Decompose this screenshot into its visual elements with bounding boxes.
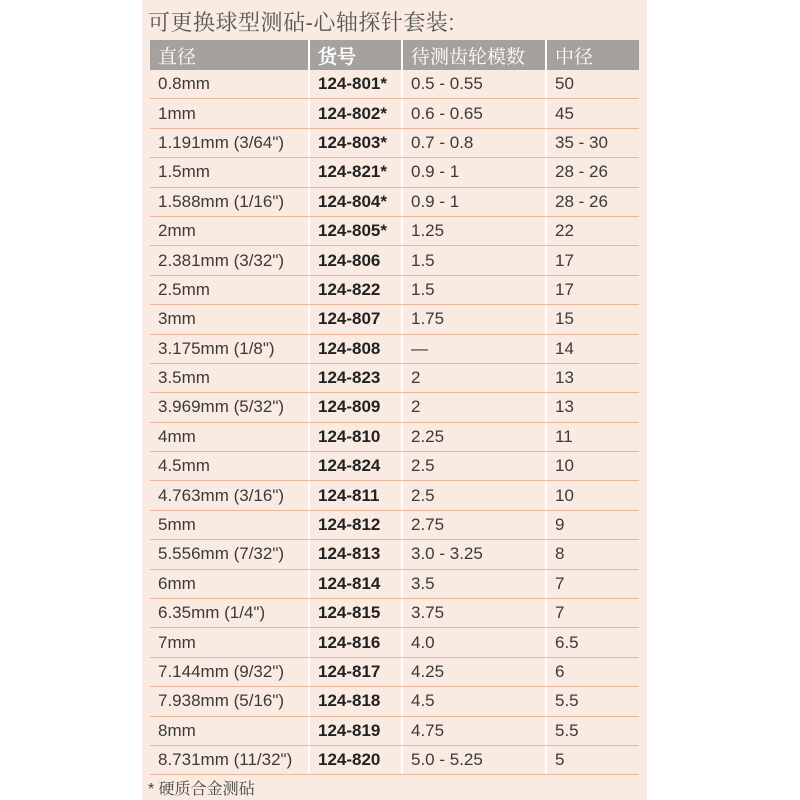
table-row (150, 276, 639, 305)
cell-diameter: 5.556mm (7/32") (150, 540, 310, 568)
cell-diameter: 2.5mm (150, 276, 310, 304)
table-row (150, 423, 639, 452)
table-header-row (150, 40, 639, 70)
cell-gear-module: 0.7 - 0.8 (403, 129, 547, 157)
cell-diameter: 1mm (150, 99, 310, 127)
cell-part-number: 124-822 (310, 276, 403, 304)
cell-part-number: 124-813 (310, 540, 403, 568)
table-row (150, 364, 639, 393)
cell-diameter: 7mm (150, 628, 310, 656)
cell-pitch-diameter: 11 (555, 426, 573, 446)
cell-part-number: 124-815 (310, 599, 403, 627)
cell-part-number: 124-809 (310, 393, 403, 421)
cell-diameter: 1.588mm (1/16") (150, 188, 310, 216)
cell-part-number: 124-819 (310, 717, 403, 745)
cell-pitch-diameter: 50 (555, 74, 574, 94)
cell-diameter: 4.763mm (3/16") (150, 481, 310, 509)
cell-gear-module: 3.5 (403, 570, 547, 598)
cell-gear-module: 0.9 - 1 (403, 188, 547, 216)
cell-part-number: 124-803* (310, 129, 403, 157)
cell-part-number: 124-807 (310, 305, 403, 333)
cell-diameter: 1.191mm (3/64") (150, 129, 310, 157)
cell-diameter: 6mm (150, 570, 310, 598)
cell-part-number: 124-816 (310, 628, 403, 656)
header-diameter: 直径 (150, 40, 310, 70)
table-row (150, 452, 639, 481)
cell-part-number: 124-802* (310, 99, 403, 127)
cell-gear-module: 1.5 (403, 246, 547, 274)
cell-gear-module: 3.75 (403, 599, 547, 627)
table-row (150, 628, 639, 657)
cell-gear-module: 5.0 - 5.25 (403, 746, 547, 774)
table-row (150, 746, 639, 775)
cell-part-number: 124-805* (310, 217, 403, 245)
cell-pitch-diameter: 13 (555, 397, 574, 417)
table-row (150, 570, 639, 599)
cell-gear-module: 2.5 (403, 452, 547, 480)
cell-part-number: 124-821* (310, 158, 403, 186)
table-row (150, 246, 639, 275)
cell-gear-module: — (403, 335, 547, 363)
cell-pitch-diameter: 9 (555, 515, 565, 535)
cell-gear-module: 1.75 (403, 305, 547, 333)
cell-diameter: 3.969mm (5/32") (150, 393, 310, 421)
footnote: * 硬质合金测砧 (148, 781, 255, 798)
cell-part-number: 124-804* (310, 188, 403, 216)
cell-diameter: 0.8mm (150, 70, 310, 98)
cell-part-number: 124-817 (310, 658, 403, 686)
cell-part-number: 124-810 (310, 423, 403, 451)
cell-diameter: 1.5mm (150, 158, 310, 186)
cell-gear-module: 0.5 - 0.55 (403, 70, 547, 98)
cell-diameter: 8.731mm (11/32") (150, 746, 310, 774)
table-row (150, 393, 639, 422)
cell-gear-module: 4.75 (403, 717, 547, 745)
cell-pitch-diameter: 10 (555, 456, 574, 476)
cell-part-number: 124-814 (310, 570, 403, 598)
table-title: 可更换球型测砧-心轴探针套装: (148, 10, 455, 35)
cell-pitch-diameter: 5 (555, 750, 565, 770)
cell-part-number: 124-818 (310, 687, 403, 715)
cell-diameter: 4mm (150, 423, 310, 451)
table-row (150, 335, 639, 364)
cell-diameter: 6.35mm (1/4") (150, 599, 310, 627)
cell-pitch-diameter: 17 (555, 250, 574, 270)
header-gear-module: 待测齿轮模数 (403, 40, 547, 70)
cell-gear-module: 2.25 (403, 423, 547, 451)
cell-part-number: 124-811 (310, 481, 403, 509)
cell-pitch-diameter: 7 (555, 603, 565, 623)
cell-gear-module: 2.75 (403, 511, 547, 539)
cell-diameter: 7.938mm (5/16") (150, 687, 310, 715)
cell-pitch-diameter: 8 (555, 544, 565, 564)
table-row (150, 99, 639, 128)
cell-diameter: 2.381mm (3/32") (150, 246, 310, 274)
cell-pitch-diameter: 15 (555, 309, 574, 329)
cell-diameter: 4.5mm (150, 452, 310, 480)
table-row (150, 658, 639, 687)
table-row (150, 717, 639, 746)
spec-table (150, 40, 639, 775)
cell-part-number: 124-806 (310, 246, 403, 274)
cell-gear-module: 2.5 (403, 481, 547, 509)
cell-pitch-diameter: 35 - 30 (555, 132, 608, 152)
table-row (150, 599, 639, 628)
table-row (150, 305, 639, 334)
table-row (150, 188, 639, 217)
cell-gear-module: 0.9 - 1 (403, 158, 547, 186)
table-row (150, 511, 639, 540)
cell-gear-module: 4.25 (403, 658, 547, 686)
cell-diameter: 2mm (150, 217, 310, 245)
table-row (150, 687, 639, 716)
cell-gear-module: 3.0 - 3.25 (403, 540, 547, 568)
cell-pitch-diameter: 6 (555, 662, 565, 681)
header-pitch-diameter: 中径 (555, 46, 594, 68)
cell-gear-module: 4.5 (403, 687, 547, 715)
cell-pitch-diameter: 10 (555, 485, 574, 505)
cell-part-number: 124-808 (310, 335, 403, 363)
table-body (150, 70, 639, 775)
cell-diameter: 5mm (150, 511, 310, 539)
cell-diameter: 7.144mm (9/32") (150, 658, 310, 686)
cell-diameter: 3.5mm (150, 364, 310, 392)
cell-pitch-diameter: 28 - 26 (555, 191, 608, 211)
cell-gear-module: 2 (403, 364, 547, 392)
cell-pitch-diameter: 17 (555, 279, 574, 299)
cell-pitch-diameter: 7 (555, 573, 565, 593)
cell-gear-module: 2 (403, 393, 547, 421)
cell-pitch-diameter: 22 (555, 221, 574, 241)
cell-gear-module: 0.6 - 0.65 (403, 99, 547, 127)
table-row (150, 540, 639, 569)
cell-gear-module: 1.5 (403, 276, 547, 304)
cell-pitch-diameter: 5.5 (555, 720, 579, 740)
cell-gear-module: 4.0 (403, 628, 547, 656)
cell-pitch-diameter: 45 (555, 103, 574, 123)
table-row (150, 70, 639, 99)
cell-pitch-diameter: 14 (555, 338, 574, 358)
cell-pitch-diameter: 28 - 26 (555, 162, 608, 182)
table-row (150, 481, 639, 510)
table-row (150, 158, 639, 187)
cell-diameter: 3.175mm (1/8") (150, 335, 310, 363)
cell-gear-module: 1.25 (403, 217, 547, 245)
cell-pitch-diameter: 5.5 (555, 691, 579, 711)
product-spec-panel (142, 0, 647, 800)
cell-part-number: 124-824 (310, 452, 403, 480)
cell-diameter: 8mm (150, 717, 310, 745)
cell-part-number: 124-801* (310, 70, 403, 98)
cell-pitch-diameter: 13 (555, 368, 574, 388)
header-part-number: 货号 (310, 40, 403, 70)
cell-part-number: 124-812 (310, 511, 403, 539)
table-row (150, 129, 639, 158)
cell-part-number: 124-820 (310, 746, 403, 774)
cell-part-number: 124-823 (310, 364, 403, 392)
cell-pitch-diameter: 6.5 (555, 632, 579, 652)
table-row (150, 217, 639, 246)
cell-diameter: 3mm (150, 305, 310, 333)
